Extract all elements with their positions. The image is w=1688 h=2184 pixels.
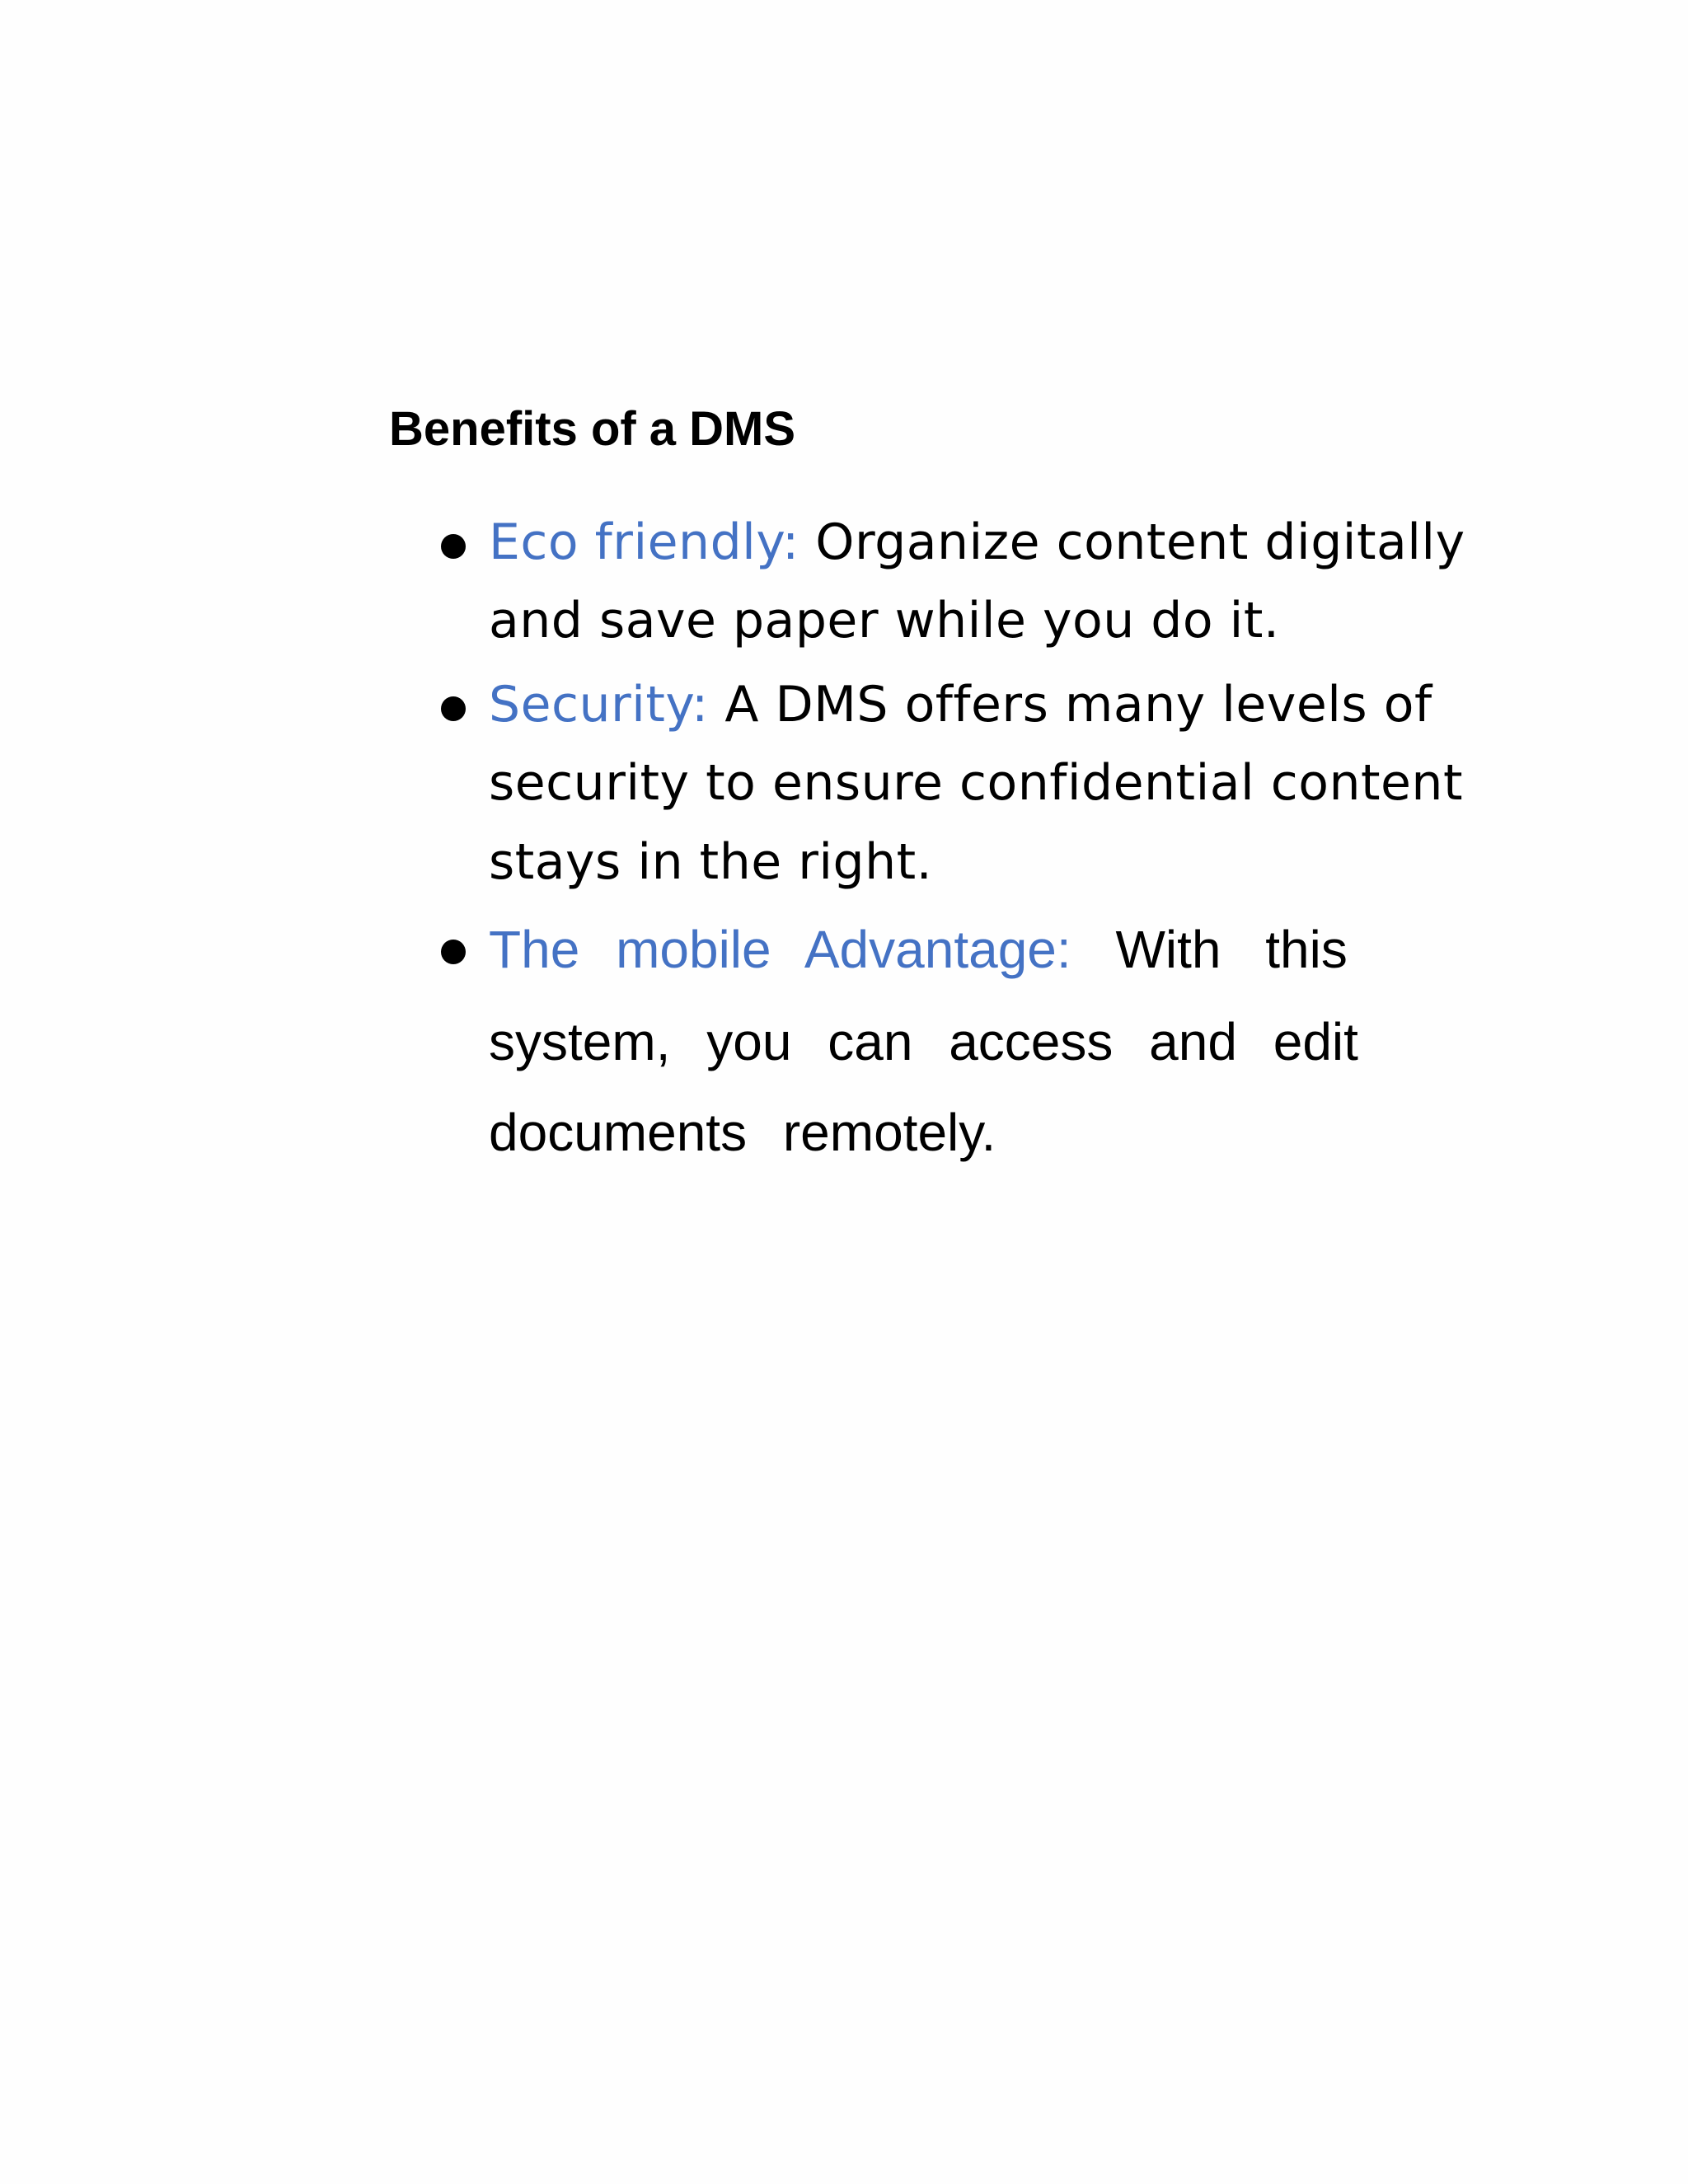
benefit-text: documents remotely. bbox=[489, 1103, 996, 1162]
benefit-text: and save paper while you do it. bbox=[489, 592, 1280, 649]
document-heading: Benefits of a DMS bbox=[389, 402, 796, 456]
benefit-text: Organize content digitally bbox=[799, 513, 1465, 571]
bullet-icon bbox=[441, 696, 466, 721]
benefit-line bbox=[489, 513, 1465, 571]
benefit-text: With this bbox=[1071, 920, 1348, 979]
benefit-line bbox=[489, 1012, 1358, 1071]
bullet-icon bbox=[441, 534, 466, 559]
benefit-line bbox=[489, 592, 1280, 649]
benefit-line bbox=[489, 676, 1432, 733]
benefit-line bbox=[489, 754, 1463, 812]
benefit-term: Eco friendly: bbox=[489, 513, 799, 571]
benefit-term: The mobile Advantage: bbox=[489, 920, 1071, 979]
benefit-line bbox=[489, 1103, 996, 1162]
benefit-line bbox=[489, 833, 933, 891]
bullet-icon bbox=[441, 940, 466, 964]
benefit-text: stays in the right. bbox=[489, 833, 933, 891]
benefit-text: system, you can access and edit bbox=[489, 1012, 1358, 1071]
benefit-line bbox=[489, 920, 1348, 979]
benefit-text: A DMS offers many levels of bbox=[708, 676, 1432, 733]
benefit-text: security to ensure confidential content bbox=[489, 754, 1463, 812]
benefit-term: Security: bbox=[489, 676, 709, 733]
